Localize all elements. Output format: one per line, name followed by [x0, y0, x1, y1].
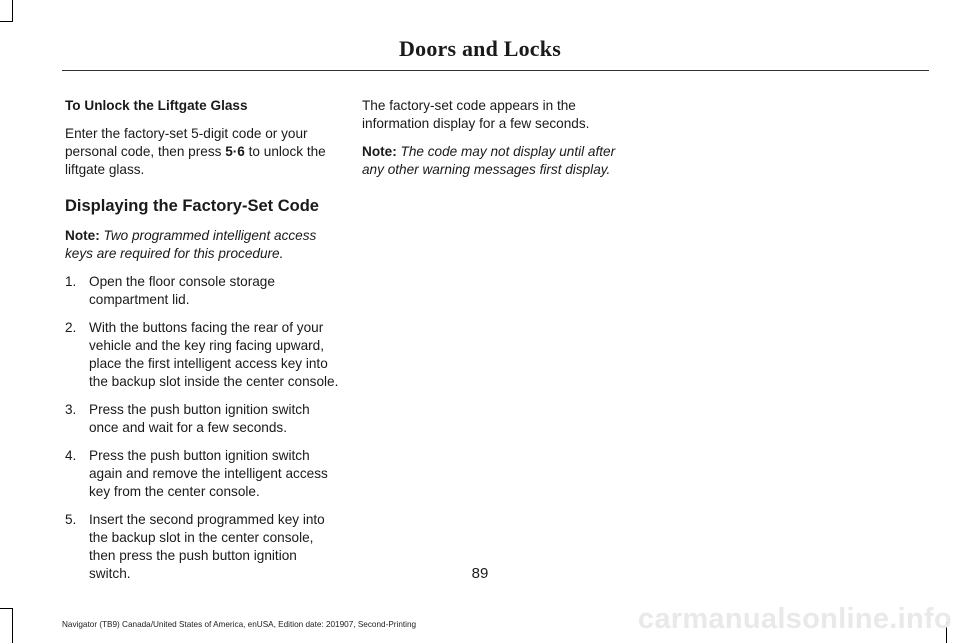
page-number: 89 [471, 565, 489, 582]
note-label: Note: [362, 144, 397, 159]
crop-mark-bottom-left-h [0, 608, 13, 609]
display-paragraph: The factory-set code appears in the information display for a few seconds. [362, 98, 590, 131]
step-text: Press the push button ignition switch again and remove the intelligent access key from the center console. [89, 448, 328, 499]
note-text: The code may not display until after any other warning messages first display. [362, 144, 616, 177]
right-column [362, 97, 630, 189]
right-note [362, 143, 630, 179]
procedure-steps [65, 273, 340, 583]
unlock-text-before: Enter the factory-set 5-digit code or your personal code, then press [65, 126, 308, 159]
step-text: Open the floor console storage compartment lid. [89, 274, 275, 307]
crop-mark-top-left-h [0, 21, 13, 22]
note-label: Note: [65, 228, 100, 243]
step-text: Insert the second programmed key into the backup slot in the center console, then press the push button ignition switch. [89, 512, 325, 581]
factory-note [65, 227, 340, 263]
unlock-text-after: to unlock the liftgate glass. [65, 144, 326, 177]
list-item [65, 319, 340, 391]
step-number: 1. [65, 274, 77, 289]
step-text: With the buttons facing the rear of your vehicle and the key ring facing upward, place the first intelligent access key into the backup slot inside the center console. [89, 320, 339, 389]
note-text: Two programmed intelligent access keys are required for this procedure. [65, 228, 317, 261]
step-text: Press the push button ignition switch once and wait for a few seconds. [89, 402, 310, 435]
edition-footer: Navigator (TB9) Canada/United States of America, enUSA, Edition date: 201907, Second-Printing [62, 620, 417, 629]
step-number: 2. [65, 320, 77, 335]
unlock-key-code: 5·6 [225, 144, 245, 159]
watermark: carmanualsonline.info [637, 603, 952, 635]
header-rule [62, 70, 929, 71]
unlock-liftgate-heading: To Unlock the Liftgate Glass [65, 98, 248, 113]
crop-mark-bottom-left-v [12, 608, 13, 643]
step-number: 3. [65, 402, 77, 417]
list-item [65, 447, 340, 501]
unlock-liftgate-paragraph [65, 125, 340, 179]
factory-code-heading: Displaying the Factory-Set Code [65, 197, 319, 215]
left-column [65, 97, 340, 593]
list-item [65, 273, 340, 309]
step-number: 5. [65, 512, 77, 527]
step-number: 4. [65, 448, 77, 463]
section-title: Doors and Locks [399, 36, 561, 61]
crop-mark-top-left-v [12, 0, 13, 22]
list-item [65, 401, 340, 437]
